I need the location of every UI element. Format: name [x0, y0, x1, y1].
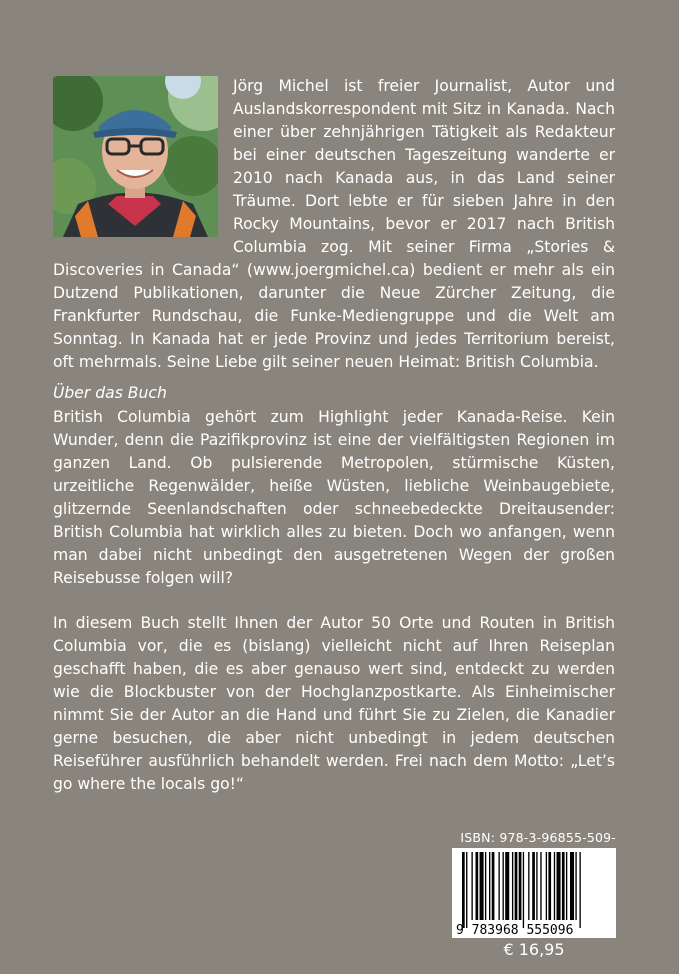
barcode-bar	[485, 852, 486, 920]
barcode-bar	[557, 852, 561, 920]
barcode	[452, 848, 616, 938]
about-book-paragraph-2: In diesem Buch stellt Ihnen der Autor 50 Orte und Routen in British Columbia vor, die es (bislang) vielleicht nicht auf Ihren Reiseplan geschafft haben, die es aber genauso wert sind, entdeckt zu werden wie die Blockbuster von der Hochglanzpostkarte. Als Einheimischer nimmt Sie der Autor an die Hand und führt Sie zu Zielen, die Kanadier gerne besuchen, die aber nicht unbedingt in jedem deutschen Reiseführer ausführlich behandelt werden. Frei nach dem Motto: „Let’s go where the locals go!“	[53, 614, 615, 793]
barcode-bar	[548, 852, 551, 920]
barcode-bar	[462, 852, 465, 928]
barcode-image	[452, 848, 616, 938]
barcode-bar	[466, 852, 467, 928]
barcode-bar	[554, 852, 555, 920]
barcode-bar	[505, 852, 509, 920]
barcode-bar	[503, 852, 504, 920]
barcode-bar	[498, 852, 499, 920]
barcode-bar	[566, 852, 567, 920]
barcode-bar	[471, 852, 472, 920]
barcode-bar	[523, 852, 524, 928]
price-label: € 16,95	[503, 940, 565, 959]
barcode-bar	[546, 852, 547, 920]
about-book-paragraph-1: British Columbia gehört zum Highlight jeder Kanada-Reise. Kein Wunder, denn die Pazifikprovinz ist eine der vielfältigsten Regionen im ganzen Land. Ob pulsierende Metropolen, stürmische Küsten, urzeitliche Regenwälder, heiße Wüsten, liebliche Weinbaugebiete, glitzernde Seenlandschaften oder schneebedeckte Dreitausender: British Columbia hat wirklich alles zu bieten. Doch wo anfangen, wenn man dabei nicht unbedingt den ausgetretenen Wegen der großen Reisebusse folgen will?	[53, 408, 615, 587]
author-bio-text: Jörg Michel ist freier Journalist, Autor und Auslandskorrespondent mit Sitz in Kanada. Nach einer über zehnjährigen Tätigkeit als Redakteur bei einer deutschen Tageszeitung wanderte er 2010 nach Kanada aus, in das Land seiner Träume. Dort lebte er für sieben Jahre in den Rocky Mountains, bevor er 2017 nach British Columbia zog. Mit seiner Firma „Stories & Discoveries in Canada“ (www.joergmichel.ca) bedient er mehr als ein Dutzend Publikationen, darunter die Neue Zürcher Zeitung, die Frankfurter Rundschau, die Funke-Mediengruppe und die Welt am Sonntag. In Kanada hat er jede Provinz und jedes Territorium bereist, oft mehrmals. Seine Liebe gilt seiner neuen Heimat: British Columbia.	[53, 77, 615, 371]
barcode-bar	[570, 852, 574, 920]
barcode-bar	[575, 852, 576, 920]
barcode-bar	[579, 852, 580, 928]
barcode-bar	[536, 852, 537, 920]
about-book-heading: Über das Buch	[53, 384, 167, 402]
barcode-bar	[512, 852, 513, 920]
author-bio	[53, 75, 615, 374]
barcode-bar	[476, 852, 479, 920]
barcode-bar	[562, 852, 565, 920]
barcode-bar	[480, 852, 484, 920]
barcode-bar	[492, 852, 495, 920]
isbn-label: ISBN: 978-3-96855-509-	[460, 830, 616, 845]
barcode-bar	[540, 852, 541, 920]
barcode-bar	[519, 852, 522, 920]
barcode-digits: 9 783968 555096	[456, 923, 574, 938]
barcode-bar	[528, 852, 529, 920]
photo-spacer	[53, 75, 233, 237]
barcode-bar	[489, 852, 490, 920]
barcode-bar	[515, 852, 518, 920]
barcode-bar	[532, 852, 535, 920]
